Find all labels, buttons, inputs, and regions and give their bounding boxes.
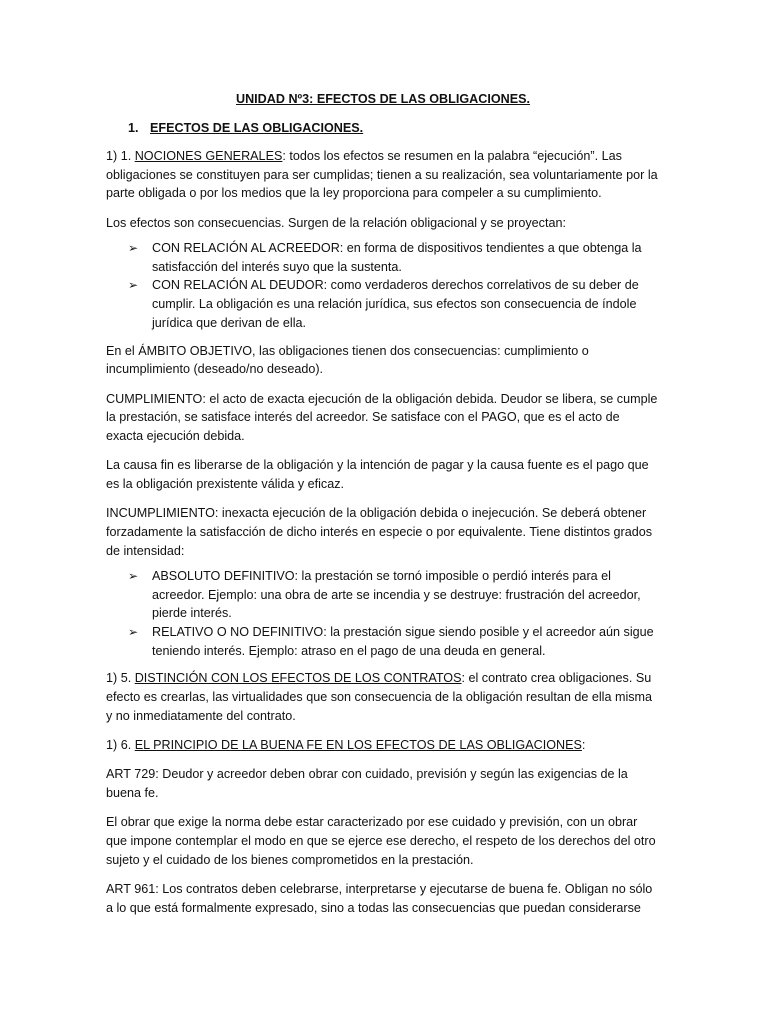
section-title: EFECTOS DE LAS OBLIGACIONES. — [150, 121, 364, 135]
arrow-bullet-icon: ➢ — [128, 241, 139, 255]
paragraph-prefix: 1) 1. — [106, 149, 135, 163]
paragraph: ART 961: Los contratos deben celebrarse, interpretarse y ejecutarse de buena fe. Obligan no sólo a lo que está formalmente expresado, sino a todas las consecuencias que puedan considerarse — [106, 882, 653, 915]
paragraph-text: : todos los efectos se resumen en la palabra “ejecución”. Las obligaciones se constituyen para ser cumplidas; tienen a su realización, sea voluntariamente por la parte obligada o por los medios que la ley proporciona para compeler a su cumplimiento. — [106, 149, 658, 201]
paragraph: La causa fin es liberarse de la obligación y la intención de pagar y la causa fuente es el pago que es la obligación prexistente válida y eficaz. — [106, 458, 649, 491]
list-item-text: ABSOLUTO DEFINITIVO: la prestación se tornó imposible o perdió interés para el acreedor. Ejemplo: una obra de arte se incendia y se destruye: frustración del acreedor, pierde interés. — [152, 568, 641, 621]
paragraph: El obrar que exige la norma debe estar caracterizado por ese cuidado y previsión, con un obrar que impone contemplar el modo en que se ejerce ese derecho, el respeto de los derechos del otro sujeto y el cuidado de los bienes comprometidos en la prestación. — [106, 815, 656, 867]
list-item — [106, 239, 660, 276]
paragraph: CUMPLIMIENTO: el acto de exacta ejecución de la obligación debida. Deudor se libera, se cumple la prestación, se satisface interés del acreedor. Se satisface con el PAGO, que es el acto de exacta ejecución debida. — [106, 391, 658, 443]
paragraph-prefix: 1) 5. — [106, 671, 135, 686]
underlined-term: EL PRINCIPIO DE LA BUENA FE EN LOS EFECTOS DE LAS OBLIGACIONES — [134, 738, 582, 753]
paragraph: Los efectos son consecuencias. Surgen de la relación obligacional y se proyectan: — [106, 215, 566, 230]
underlined-term: NOCIONES GENERALES — [134, 149, 283, 163]
list-item-text: RELATIVO O NO DEFINITIVO: la prestación sigue siendo posible y el acreedor aún sigue teniendo interés. Ejemplo: atraso en el pago de una deuda en general. — [152, 625, 654, 658]
list-item-text: CON RELACIÓN AL DEUDOR: como verdaderos derechos correlativos de su deber de cumplir. La obligación es una relación jurídica, sus efectos son consecuencia de índole jurídica que derivan de ella. — [152, 278, 639, 330]
paragraph-buena-fe — [106, 736, 660, 755]
paragraph: INCUMPLIMIENTO: inexacta ejecución de la obligación debida o inejecución. Se deberá obtener forzadamente la satisfacción de dicho interés en especie o por equivalente. Tiene distintos grados de intensidad: — [106, 506, 653, 558]
section-heading — [106, 121, 660, 135]
paragraph-text: : el contrato crea obligaciones. Su efecto es crearlas, las virtualidades que son consecuencia de la obligación resultan de ella misma y no inmediatamente del contrato. — [106, 671, 653, 723]
bullet-list — [106, 567, 660, 661]
list-item — [106, 567, 660, 623]
paragraph: ART 729: Deudor y acreedor deben obrar con cuidado, previsión y según las exigencias de la buena fe. — [106, 767, 628, 801]
document-title: UNIDAD Nº3: EFECTOS DE LAS OBLIGACIONES. — [235, 92, 531, 106]
bullet-list — [106, 239, 660, 333]
paragraph-nociones — [106, 147, 660, 203]
list-item-text: CON RELACIÓN AL ACREEDOR: en forma de dispositivos tendientes a que obtenga la satisfacción del interés suyo que la sustenta. — [152, 241, 642, 274]
arrow-bullet-icon: ➢ — [128, 278, 139, 293]
paragraph: En el ÁMBITO OBJETIVO, las obligaciones tienen dos consecuencias: cumplimiento o incumplimiento (deseado/no deseado). — [106, 343, 589, 377]
underlined-term: DISTINCIÓN CON LOS EFECTOS DE LOS CONTRATOS — [134, 671, 462, 686]
paragraph-text: : — [581, 738, 586, 753]
list-item — [106, 623, 660, 660]
paragraph-distincion — [106, 669, 660, 725]
list-item — [106, 276, 660, 332]
arrow-bullet-icon: ➢ — [128, 625, 139, 640]
arrow-bullet-icon: ➢ — [128, 568, 139, 583]
section-number: 1. — [128, 121, 139, 135]
paragraph-prefix: 1) 6. — [106, 738, 135, 753]
